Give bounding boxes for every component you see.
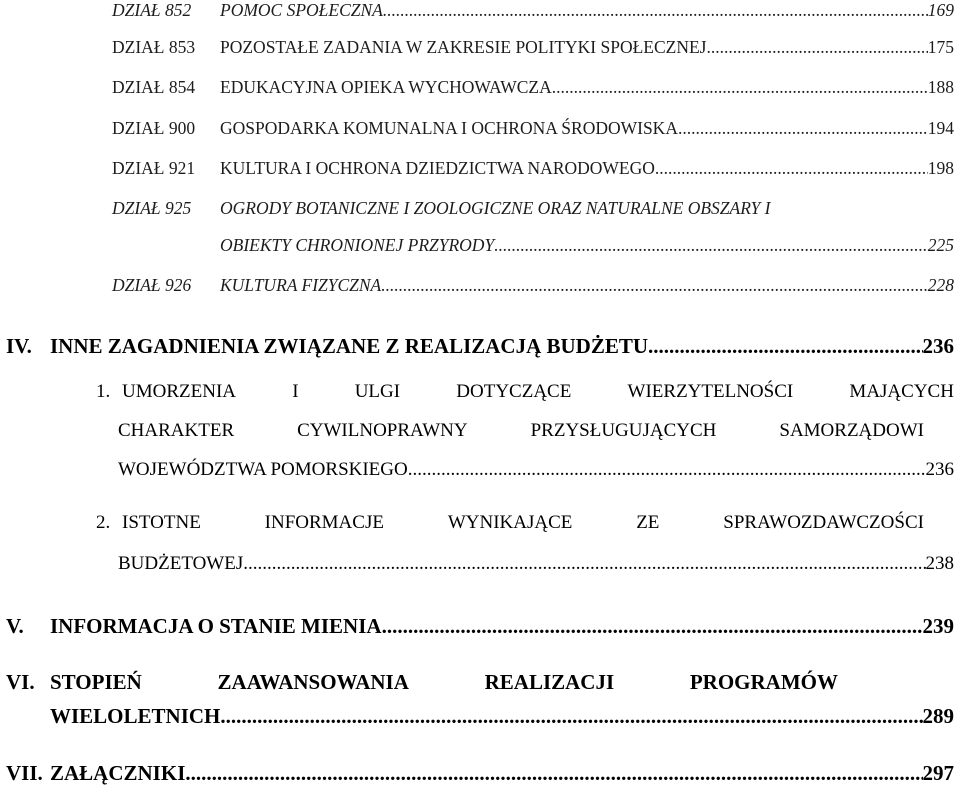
toc-entry-900[interactable] — [112, 118, 954, 139]
word: ULGI — [354, 381, 401, 402]
leader-dots — [382, 614, 923, 639]
toc-entry-926[interactable] — [112, 275, 954, 296]
entry-code: DZIAŁ 921 — [112, 158, 196, 178]
toc-section-vii[interactable] — [6, 761, 954, 786]
subsection-title-line1 — [122, 512, 924, 534]
entry-code: DZIAŁ 900 — [112, 118, 196, 138]
word: I — [292, 381, 299, 402]
section-title-line1 — [50, 670, 838, 695]
entry-title: GOSPODARKA KOMUNALNA I OCHRONA ŚRODOWISKA — [220, 118, 678, 138]
leader-dots — [706, 37, 927, 58]
entry-page: 194 — [927, 118, 954, 138]
entry-title: EDUKACYJNA OPIEKA WYCHOWAWCZA — [220, 77, 552, 97]
toc-entry-852[interactable] — [112, 0, 954, 21]
section-page: 289 — [922, 704, 954, 728]
subsection-page: 238 — [925, 553, 954, 574]
word: DOTYCZĄCE — [456, 381, 572, 402]
toc-subsection-1-line2[interactable] — [118, 420, 924, 442]
word: UMORZENIA — [122, 381, 236, 402]
word: PROGRAMÓW — [689, 670, 838, 694]
entry-code: DZIAŁ 854 — [112, 77, 196, 97]
word: ZAAWANSOWANIA — [217, 670, 409, 694]
subsection-page: 236 — [925, 459, 954, 480]
toc-section-iv[interactable] — [6, 334, 954, 359]
section-number: V. — [6, 614, 24, 638]
entry-title: KULTURA FIZYCZNA — [220, 275, 382, 295]
subsection-number: 2. — [96, 512, 111, 533]
toc-section-v[interactable] — [6, 614, 954, 639]
entry-code: DZIAŁ 853 — [112, 37, 196, 57]
leader-dots — [381, 275, 927, 296]
entry-title: POMOC SPOŁECZNA — [220, 0, 383, 20]
entry-code: DZIAŁ 852 — [112, 0, 192, 20]
toc-entry-925[interactable] — [112, 198, 954, 219]
toc-entry-925-cont[interactable] — [112, 235, 954, 256]
toc-subsection-2[interactable] — [96, 512, 924, 534]
section-page: 236 — [922, 334, 954, 358]
section-page: 297 — [922, 761, 954, 785]
section-number: VII. — [6, 761, 43, 785]
leader-dots — [243, 553, 925, 575]
toc-section-vi-line2[interactable] — [50, 704, 954, 729]
leader-dots — [494, 235, 928, 256]
word: CYWILNOPRAWNY — [297, 420, 468, 441]
leader-dots — [655, 158, 928, 179]
toc-subsection-2-line2[interactable] — [118, 553, 954, 575]
word: INFORMACJE — [264, 512, 384, 533]
subsection-title-line2: BUDŻETOWEJ — [118, 553, 244, 574]
toc-section-vi[interactable] — [6, 670, 838, 695]
subsection-title-line3: WOJEWÓDZTWA POMORSKIEGO — [118, 459, 408, 480]
section-title-line2: WIELOLETNICH — [50, 704, 221, 728]
entry-page: 175 — [927, 37, 954, 57]
word: ISTOTNE — [122, 512, 201, 533]
toc-entry-854[interactable] — [112, 77, 954, 98]
toc-entry-853[interactable] — [112, 37, 954, 58]
entry-title-line1: OGRODY BOTANICZNE I ZOOLOGICZNE ORAZ NATURALNE OBSZARY I — [220, 198, 771, 218]
leader-dots — [408, 459, 926, 481]
section-page: 239 — [922, 614, 954, 638]
entry-page: 225 — [927, 235, 954, 255]
word: SPRAWOZDAWCZOŚCI — [723, 512, 924, 533]
subsection-number: 1. — [96, 381, 111, 402]
word: REALIZACJI — [484, 670, 615, 694]
word: CHARAKTER — [118, 420, 235, 441]
toc-entry-921[interactable] — [112, 158, 954, 179]
word: ZE — [636, 512, 660, 533]
section-title: INFORMACJA O STANIE MIENIA — [50, 614, 382, 638]
subsection-title-line1 — [122, 381, 954, 403]
leader-dots — [220, 704, 922, 729]
section-title: INNE ZAGADNIENIA ZWIĄZANE Z REALIZACJĄ BUDŻETU — [50, 334, 649, 358]
section-number: VI. — [6, 670, 35, 694]
entry-code: DZIAŁ 926 — [112, 275, 192, 295]
leader-dots — [383, 0, 928, 21]
word: SAMORZĄDOWI — [779, 420, 924, 441]
section-title: ZAŁĄCZNIKI — [50, 761, 186, 785]
leader-dots — [648, 334, 922, 359]
leader-dots — [552, 77, 928, 98]
subsection-title-line2 — [118, 420, 924, 442]
toc-subsection-1-line3[interactable] — [118, 459, 954, 481]
entry-page: 169 — [927, 0, 954, 20]
word: MAJĄCYCH — [849, 381, 954, 402]
leader-dots — [678, 118, 928, 139]
toc-subsection-1[interactable] — [96, 381, 954, 403]
entry-page: 188 — [927, 77, 954, 97]
entry-title: KULTURA I OCHRONA DZIEDZICTWA NARODOWEGO — [220, 158, 655, 178]
word: WYNIKAJĄCE — [447, 512, 573, 533]
word: STOPIEŃ — [50, 670, 142, 694]
leader-dots — [185, 761, 922, 786]
entry-page: 198 — [927, 158, 954, 178]
entry-page: 228 — [927, 275, 954, 295]
entry-title-line2: OBIEKTY CHRONIONEJ PRZYRODY — [220, 235, 495, 255]
word: PRZYSŁUGUJĄCYCH — [530, 420, 717, 441]
entry-title: POZOSTAŁE ZADANIA W ZAKRESIE POLITYKI SPOŁECZNEJ — [220, 37, 707, 57]
section-number: IV. — [6, 334, 32, 358]
word: WIERZYTELNOŚCI — [627, 381, 794, 402]
entry-code: DZIAŁ 925 — [112, 198, 192, 218]
